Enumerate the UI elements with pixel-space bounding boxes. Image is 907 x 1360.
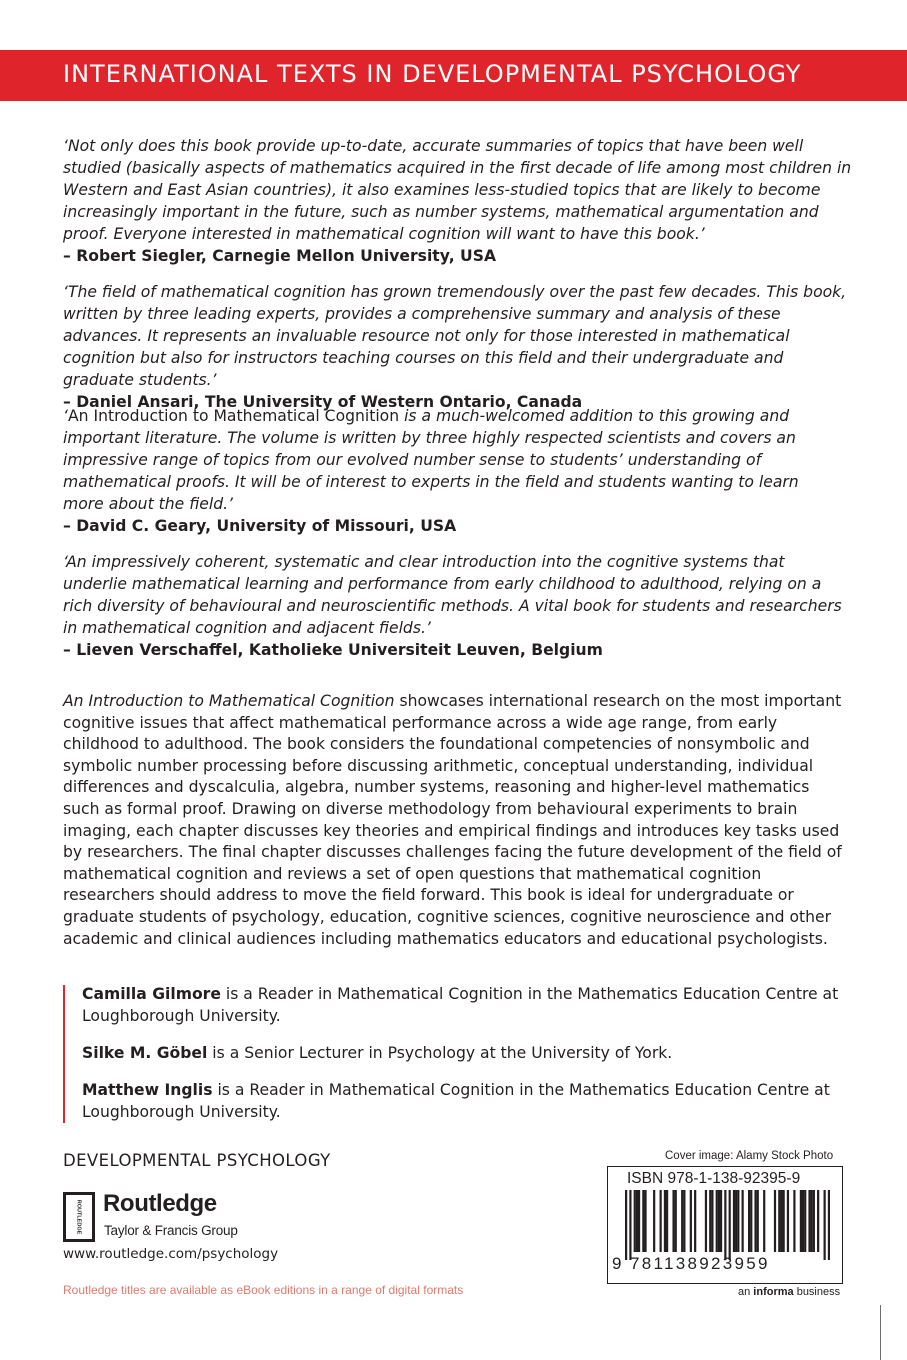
barcode-bar: [802, 1190, 804, 1252]
barcode-bar: [774, 1190, 776, 1252]
barcode-bar: [733, 1190, 735, 1252]
barcode-bar: [681, 1190, 683, 1252]
author-bio: [82, 984, 842, 1027]
barcode-digits: 781138923959: [630, 1254, 770, 1273]
quote-text: [63, 405, 823, 515]
quote-book-title: An Introduction to Mathematical Cognition: [67, 407, 400, 425]
barcode-bar: [664, 1190, 666, 1252]
author-name: Camilla Gilmore: [82, 985, 221, 1003]
routledge-mark-icon: [63, 1192, 95, 1242]
publisher-logo: [63, 1192, 293, 1244]
barcode: [625, 1190, 830, 1260]
barcode-bar: [750, 1190, 752, 1252]
author-name: Matthew Inglis: [82, 1081, 213, 1099]
publisher-name: Routledge: [103, 1190, 217, 1217]
ebook-note: Routledge titles are available as eBook editions in a range of digital formats: [63, 1283, 464, 1297]
series-banner: [0, 50, 907, 101]
series-title: INTERNATIONAL TEXTS IN DEVELOPMENTAL PSYCHOLOGY: [63, 60, 802, 88]
quote-attribution: – Lieven Verschaffel, Katholieke Universiteit Leuven, Belgium: [63, 641, 603, 659]
barcode-bar: [709, 1190, 711, 1252]
barcode-bar: [653, 1190, 655, 1252]
barcode-bar: [754, 1190, 756, 1252]
author-description: is a Reader in Mathematical Cognition in the Mathematics Education Centre at Loughborough University.: [82, 985, 839, 1025]
barcode-bar: [660, 1190, 662, 1252]
isbn-label: ISBN 978-1-138-92395-9: [627, 1170, 801, 1187]
barcode-bar: [742, 1190, 744, 1252]
barcode-bar: [672, 1190, 674, 1252]
barcode-bar: [811, 1190, 813, 1252]
barcode-bar: [757, 1190, 759, 1252]
barcode-bar: [690, 1190, 692, 1252]
endorsement-quote: [63, 405, 823, 537]
description-text: [63, 691, 848, 950]
subject-category: DEVELOPMENTAL PSYCHOLOGY: [63, 1151, 331, 1170]
barcode-bar: [780, 1190, 782, 1252]
informa-tagline: [738, 1286, 840, 1298]
author-bios: [63, 985, 845, 1123]
barcode-bar: [735, 1190, 737, 1252]
quote-text: ‘Not only does this book provide up-to-date, accurate summaries of topics that have been well studied (basically aspects of mathematics acquired in the first decade of life among most children in Western and East Asian countries), it also examines less-studied topics that are likely to become increasingly important in the future, such as number systems, mathematical argumentation and proof. Everyone interested in mathematical cognition will want to have this book.’: [63, 137, 852, 243]
page-edge-line: [880, 1305, 881, 1360]
barcode-bar: [778, 1190, 780, 1252]
barcode-bar: [720, 1190, 722, 1252]
barcode-bar: [683, 1190, 685, 1252]
description-book-title: An Introduction to Mathematical Cognition: [63, 692, 395, 710]
quote-attribution: – David C. Geary, University of Missouri, USA: [63, 517, 457, 535]
barcode-bar: [724, 1190, 726, 1260]
barcode-bar: [787, 1190, 789, 1252]
barcode-bar: [625, 1190, 627, 1260]
barcode-bar: [629, 1190, 631, 1260]
barcode-bar: [828, 1190, 830, 1260]
barcode-bar: [675, 1190, 677, 1252]
barcode-bar: [824, 1190, 826, 1260]
informa-prefix: an: [738, 1286, 754, 1298]
author-name: Silke M. Göbel: [82, 1044, 208, 1062]
endorsement-quote: [63, 551, 853, 661]
barcode-bar: [763, 1190, 765, 1252]
quote-body: is a much-welcomed addition to this growing and important literature. The volume is written by three highly respected scientists and covers an impressive range of topics from our evolved number sense to students’ understanding of mathematical proofs. It will be of interest to experts in the field and students wanting to learn more about the field.’: [63, 407, 799, 513]
barcode-bar: [718, 1190, 720, 1252]
barcode-bar: [817, 1190, 819, 1252]
barcode-bar: [644, 1190, 646, 1252]
endorsement-quote: [63, 281, 853, 413]
isbn-box: [607, 1166, 843, 1284]
author-bio: [82, 1080, 842, 1123]
quote-open-mark: ‘: [63, 407, 68, 425]
barcode-bar: [634, 1190, 636, 1252]
barcode-bar: [804, 1190, 806, 1252]
quote-text: ‘The field of mathematical cognition has grown tremendously over the past few decades. This book, written by three leading experts, provides a comprehensive summary and analysis of these advances. It represents an invaluable resource not only for those interested in mathematical cognition but also for instructors teaching courses on this field and their undergraduate and graduate students.’: [63, 283, 847, 389]
barcode-bar: [642, 1190, 644, 1252]
author-description: is a Senior Lecturer in Psychology at the University of York.: [207, 1044, 673, 1062]
informa-suffix: business: [793, 1286, 841, 1298]
author-description: is a Reader in Mathematical Cognition in the Mathematics Education Centre at Loughborough University.: [82, 1081, 830, 1121]
quote-attribution: – Daniel Ansari, The University of Western Ontario, Canada: [63, 393, 583, 411]
publisher-url[interactable]: www.routledge.com/psychology: [63, 1246, 279, 1262]
barcode-bar: [793, 1190, 795, 1252]
quote-text: ‘An impressively coherent, systematic and clear introduction into the cognitive systems that underlie mathematical learning and performance from early childhood to adulthood, relying on a rich diversity of behavioural and neuroscientific methods. A vital book for students and researchers in mathematical cognition and adjacent fields.’: [63, 553, 842, 637]
barcode-bar: [808, 1190, 810, 1252]
barcode-bar: [711, 1190, 713, 1252]
barcode-first-digit: 9: [612, 1254, 622, 1273]
logo-mark-text: ROUTLEDGE: [75, 1199, 82, 1235]
barcode-bar: [666, 1190, 668, 1252]
barcode-bar: [737, 1190, 739, 1252]
barcode-bar: [705, 1190, 707, 1252]
barcode-bar: [694, 1190, 696, 1252]
barcode-bar: [813, 1190, 815, 1252]
description-body: showcases international research on the most important cognitive issues that affect mathematical performance across a wide age range, from early childhood to adulthood. The book considers the foundational competencies of nonsymbolic and symbolic number processing before discussing arithmetic, conceptual understanding, individual differences and dyscalculia, algebra, number systems, reasoning and higher-level mathematics such as formal proof. Drawing on diverse methodology from behavioural experiments to brain imaging, each chapter discusses key theories and empirical findings and introduces key tasks used by researchers. The final chapter discusses challenges facing the future development of the field of mathematical cognition and reviews a set of open questions that mathematical cognition researchers should address to move the field forward. This book is ideal for undergraduate or graduate students of psychology, education, cognitive sciences, cognitive neuroscience and other academic and clinical audiences including mathematics educators and educational psychologists.: [63, 692, 842, 948]
publisher-group: Taylor & Francis Group: [104, 1223, 238, 1238]
endorsement-quote: [63, 135, 853, 267]
barcode-bar: [636, 1190, 638, 1252]
author-bio: [82, 1043, 842, 1065]
quote-attribution: – Robert Siegler, Carnegie Mellon University, USA: [63, 247, 497, 265]
barcode-bar: [800, 1190, 802, 1252]
cover-credit: Cover image: Alamy Stock Photo: [665, 1150, 834, 1162]
barcode-bar: [638, 1190, 640, 1252]
barcode-bar: [716, 1190, 718, 1252]
book-description: [63, 691, 848, 950]
barcode-bar: [783, 1190, 785, 1252]
informa-brand: informa: [753, 1286, 794, 1298]
barcode-bar: [748, 1190, 750, 1252]
barcode-bar: [729, 1190, 731, 1260]
